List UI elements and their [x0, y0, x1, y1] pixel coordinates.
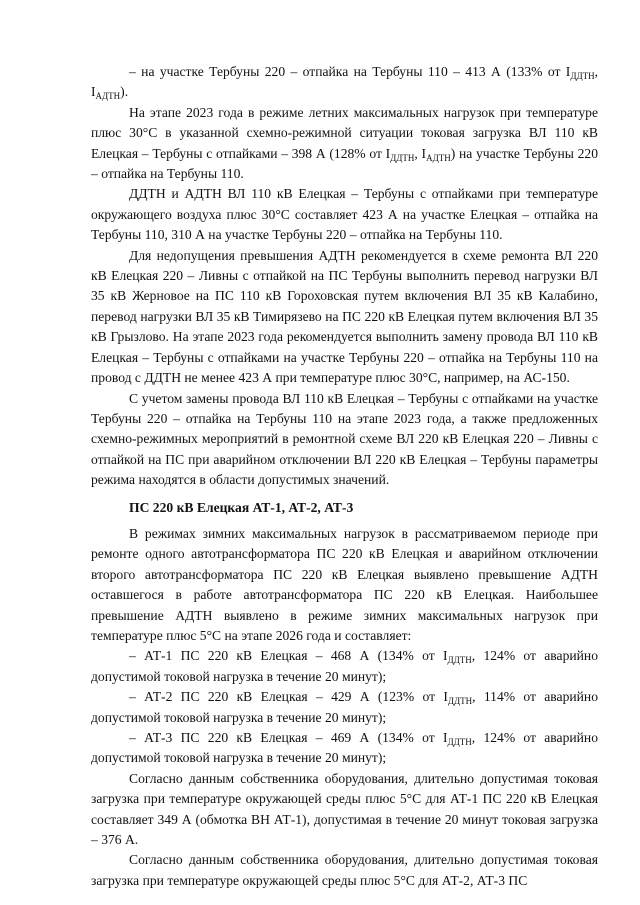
paragraph-wire-replacement: С учетом замены провода ВЛ 110 кВ Елецкая – Тербуны с отпайками на участке Тербуны 220 – отпайка на Тербуны 110 на этапе 2023 года, а также предложенных схемно-режимных мероприятий в ремонтной схеме ВЛ 220 кВ Елецкая 220 – Ливны с отпайкой на ПС при аварийном отключении ВЛ 220 кВ Елецкая – Тербуны параметры режима находятся в области допустимых значений.: [91, 390, 598, 488]
paragraph-2023-summer: На этапе 2023 года в режиме летних максимальных нагрузок при температуре плюс 30°С в указанной схемно-режимной ситуации токовая загрузка ВЛ 110 кВ Елецкая – Тербуны с отпайками – 398 А (128% от $I_{ДДТН}$, $I_{АДТН}$) на участке Тербуны 220 – отпайка на Тербуны 110.: [91, 104, 598, 182]
paragraph-recommendation: Для недопущения превышения АДТН рекомендуется в схеме ремонта ВЛ 220 кВ Елецкая 220 – Ливны с отпайкой на ПС Тербуны выполнить перевод нагрузки ВЛ 35 кВ Жерновое на ПС 110 кВ Гороховская путем включения ВЛ 35 кВ Калабино, перевод нагрузки ВЛ 35 кВ Тимирязево на ПС 220 кВ Елецкая путем включения ВЛ 35 кВ Грызлово. На этапе 2023 года рекомендуется выполнить замену провода ВЛ 110 кВ Елецкая – Тербуны с отпайками на участке Тербуны 220 – отпайка на Тербуны 110 на провод с ДДТН не менее 423 А при температуре плюс 30°С, например, на АС-150.: [91, 247, 598, 386]
paragraph-owner-data-at2-at3: Согласно данным собственника оборудования, длительно допустимая токовая загрузка при температуре окружающей среды плюс 5°С для АТ-2, АТ-3 ПС: [91, 852, 598, 888]
document-page: [91, 62, 598, 891]
paragraph-owner-data-at1: Согласно данным собственника оборудования, длительно допустимая токовая загрузка при температуре окружающей среды плюс 5°С для АТ-1 ПС 220 кВ Елецкая составляет 349 А (обмотка ВН АТ-1), допустимая в течение 20 минут токовая загрузка – 376 А.: [91, 770, 598, 848]
paragraph-ddtn-adtn: ДДТН и АДТН ВЛ 110 кВ Елецкая – Тербуны с отпайками при температуре окружающего воздуха плюс 30°С составляет 423 А на участке Елецкая – отпайка на Тербуны 110, 310 А на участке Тербуны 220 – отпайка на Тербуны 110.: [91, 186, 598, 243]
bullet-terbuny: – на участке Тербуны 220 – отпайка на Тербуны 110 – 413 А (133% от $I_{ДДТН}$, $I_{АДТН}$).: [91, 64, 598, 102]
bullet-at2: – АТ-2 ПС 220 кВ Елецкая – 429 А (123% от $I_{ДДТН}$, 114% от аварийно допустимой токовой нагрузка в течение 20 минут);: [91, 689, 598, 725]
bullet-at1: – АТ-1 ПС 220 кВ Елецкая – 468 А (134% от $I_{ДДТН}$, 124% от аварийно допустимой токовой нагрузка в течение 20 минут);: [91, 648, 598, 684]
bullet-at3: – АТ-3 ПС 220 кВ Елецкая – 469 А (134% от $I_{ДДТН}$, 124% от аварийно допустимой токовой нагрузка в течение 20 минут);: [91, 730, 598, 766]
paragraph-winter-loads: В режимах зимних максимальных нагрузок в рассматриваемом периоде при ремонте одного автотрансформатора ПС 220 кВ Елецкая и аварийном отключении второго автотрансформатора ПС 220 кВ Елецкая выявлено превышение АДТН оставшегося в работе автотрансформатора ПС 220 кВ Елецкая. Наибольшее превышение АДТН выявлено в режиме зимних максимальных нагрузок при температуре плюс 5°С на этапе 2026 года и составляет:: [91, 525, 598, 643]
section-heading: ПС 220 кВ Елецкая АТ-1, АТ-2, АТ-3: [129, 499, 354, 515]
